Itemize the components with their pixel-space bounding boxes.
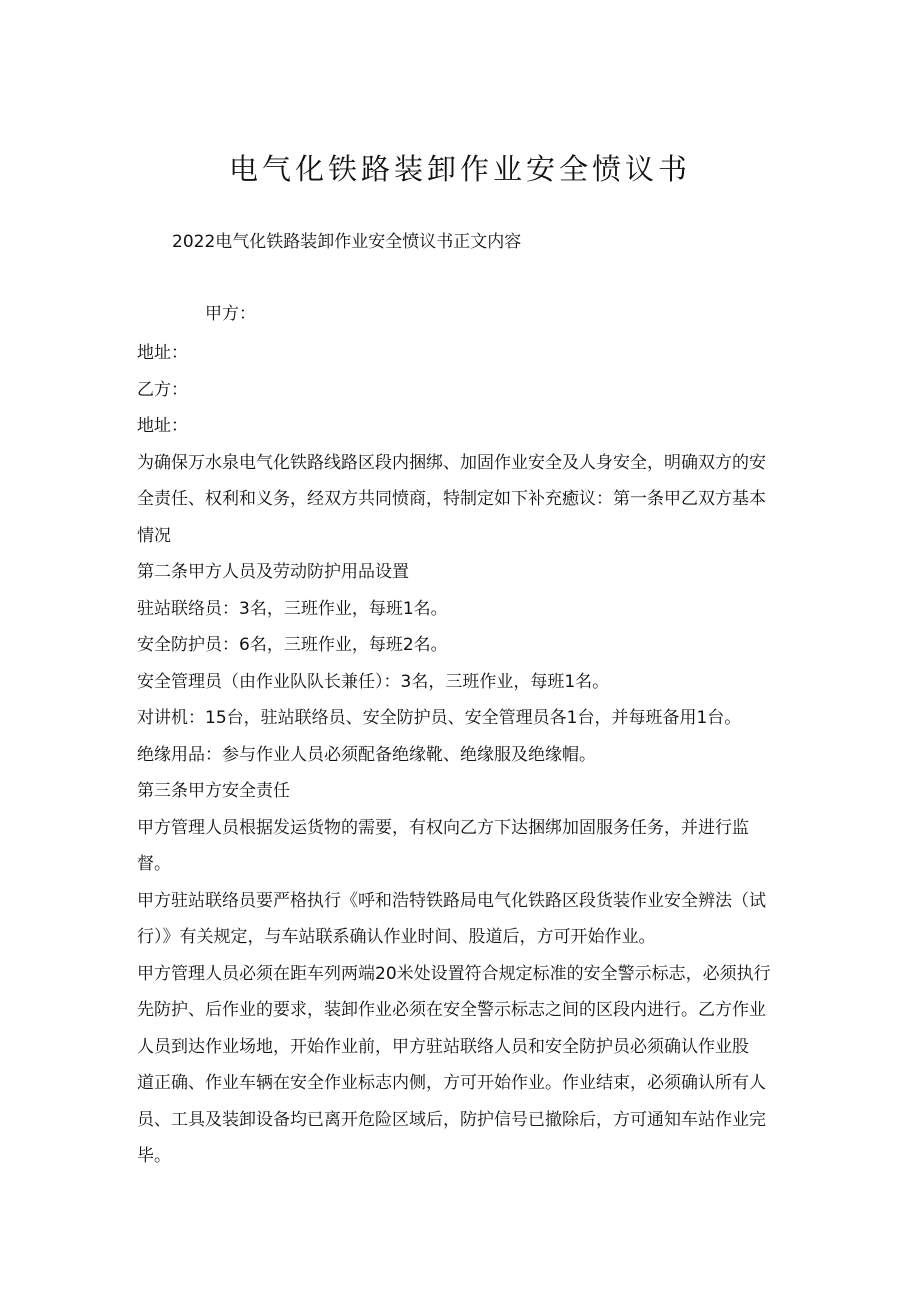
party-b-label: 乙方： — [137, 379, 188, 400]
body-line: 甲方管理人员根据发运货物的需要，有权向乙方下达捆绑加固服务任务，并进行监 — [137, 817, 749, 838]
body-line: 安全防护员：6名，三班作业，每班2名。 — [137, 635, 448, 655]
body-line: 安全管理员（由作业队队长兼任）：3名，三班作业，每班1名。 — [137, 671, 610, 692]
body-line: 先防护、后作业的要求，装卸作业必须在安全警示标志之间的区段内进行。乙方作业 — [137, 1000, 766, 1020]
body-line: 驻站联络员：3名，三班作业，每班1名。 — [137, 598, 448, 619]
body-line: 行）》有关规定，与车站联系确认作业时间、股道后，方可开始作业。 — [137, 927, 656, 947]
body-line: 情况 — [137, 525, 171, 546]
body-line: 为确保万水泉电气化铁路线路区段内捆绑、加固作业安全及人身安全，明确双方的安 — [137, 452, 766, 473]
body-line: 督。 — [137, 854, 171, 874]
body-line: 甲方管理人员必须在距车列两端20米处设置符合规定标准的安全警示标志，必须执行 — [137, 963, 771, 984]
body-line: 毕。 — [137, 1146, 171, 1166]
body-line: 对讲机：15台，驻站联络员、安全防护员、安全管理员各1台，并每班备用1台。 — [137, 708, 742, 728]
document-title: 电气化铁路装卸作业安全愤议书 — [228, 152, 691, 186]
party-a-label: 甲方： — [205, 304, 256, 324]
body-line: 道正确、作业车辆在安全作业标志内侧，方可开始作业。作业结束，必须确认所有人 — [137, 1073, 766, 1093]
body-line: 绝缘用品：参与作业人员必须配备绝缘靴、绝缘服及绝缘帽。 — [137, 744, 596, 765]
body-line: 甲方驻站联络员要严格执行《呼和浩特铁路局电气化铁路区段货装作业安全辨法（试 — [137, 890, 766, 911]
address-label: 地址： — [137, 416, 188, 436]
section-heading: 第三条甲方安全责任 — [137, 781, 290, 801]
document-body — [137, 335, 787, 1175]
body-line: 全责任、权利和义务，经双方共同愤商，特制定如下补充癒议：第一条甲乙双方基本 — [137, 489, 766, 509]
body-line: 员、工具及装卸设备均已离开危险区域后，防护信号已撤除后，方可通知车站作业完 — [137, 1109, 766, 1130]
address-label: 地址： — [137, 343, 188, 363]
section-heading: 第二条甲方人员及劳动防护用品设置 — [137, 562, 409, 582]
document-subtitle: 2022电气化铁路装卸作业安全愤议书正文内容 — [172, 232, 522, 252]
body-line: 人员到达作业场地，开始作业前，甲方驻站联络人员和安全防护员必须确认作业股 — [137, 1036, 749, 1057]
